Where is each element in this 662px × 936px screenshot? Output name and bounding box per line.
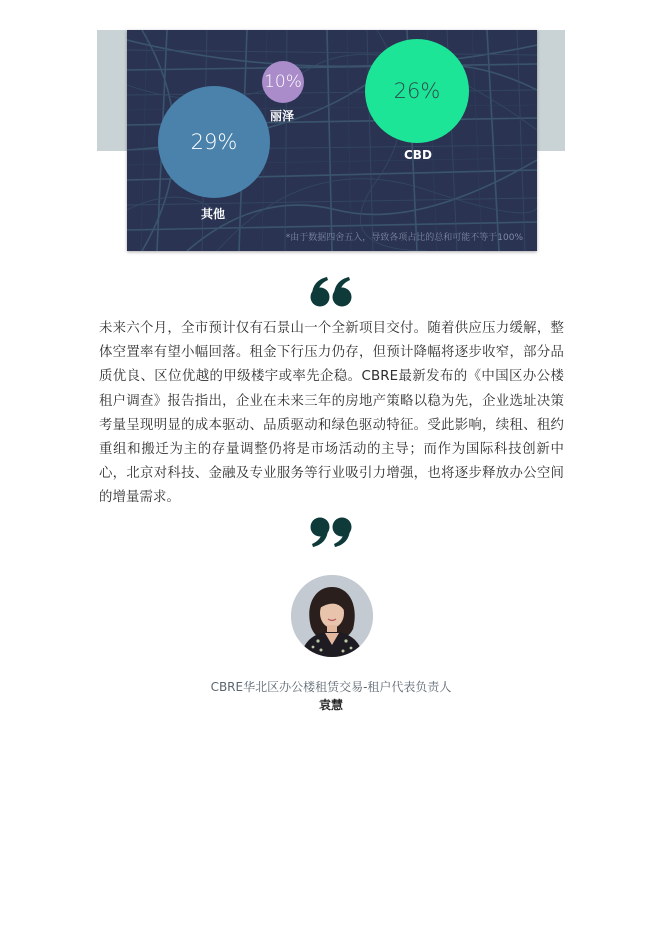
open-quote-icon [309,277,353,307]
cbd-bubble [365,39,469,143]
other-label: 其他 [201,207,226,221]
map-footnote: *由于数据四舍五入，导致各项占比的总和可能不等于100% [285,233,523,243]
speaker-name: 袁慧 [318,698,343,712]
lize-label: 丽泽 [270,109,295,123]
lize-bubble [262,61,304,103]
speaker-title: CBRE华北区办公楼租赁交易-租户代表负责人 [210,680,452,694]
lize-value: 10% [264,72,302,92]
cbd-value: 26% [393,79,441,103]
cbd-label: CBD [404,148,432,162]
other-bubble [158,86,270,198]
quote-text: 未来六个月，全市预计仅有石景山一个全新项目交付。随着供应压力缓解，整体空置率有望小幅回落。租金下行压力仍存，但预计降幅将逐步收窄，部分品质优良、区位优越的甲级楼宇或率先企稳。CBRE最新发布的《中国区办公楼租户调查》报告指出，企业在未来三年的房地产策略以稳为先，企业选址决策考量呈现明显的成本驱动、品质驱动和绿色驱动特征。受此影响，续租、租约重组和搬迁为主的存量调整仍将是市场活动的主导；而作为国际科技创新中心，北京对科技、金融及专业服务等行业吸引力增强，也将逐步释放办公空间的增量需求。 [99,321,564,506]
portrait-image [291,575,373,657]
speaker-avatar [291,575,373,657]
other-value: 29% [190,130,238,154]
close-quote-icon [309,517,353,547]
map-figure [127,30,537,251]
